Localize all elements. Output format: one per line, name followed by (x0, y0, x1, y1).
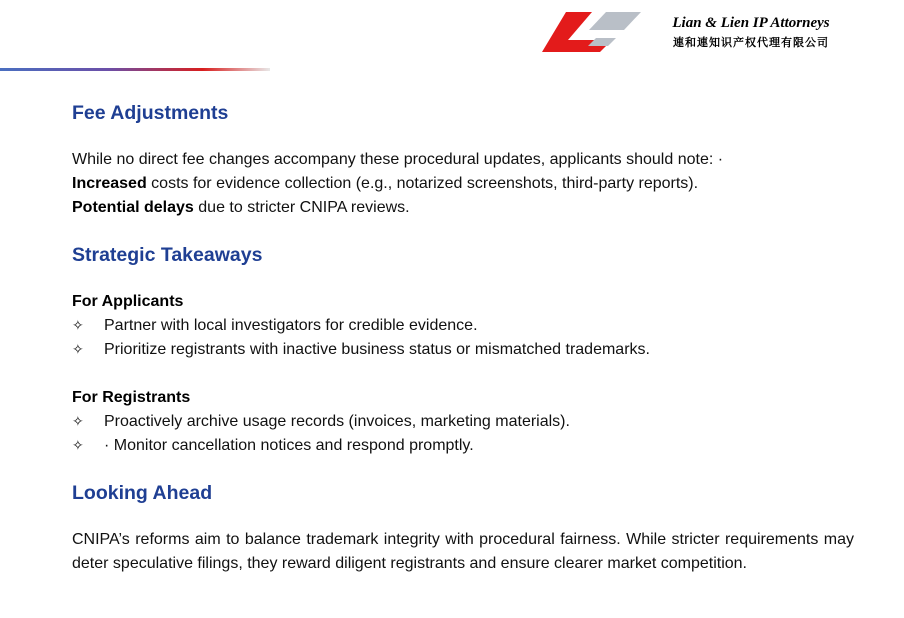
sparkle-bullet-icon: ✧ (72, 414, 84, 430)
looking-ahead-body: CNIPA’s reforms aim to balance trademark integrity with procedural fairness. While stricter requirements may deter speculative filings, they reward diligent registrants and ensure clearer market competition. (72, 531, 854, 572)
header-divider-line (0, 68, 270, 71)
company-name-english: Lian & Lien IP Attorneys (672, 15, 830, 31)
list-item-text: Partner with local investigators for credible evidence. (104, 317, 478, 334)
fee-item-delays-text: due to stricter CNIPA reviews. (193, 199, 410, 216)
company-name-chinese: 連和連知识产权代理有限公司 (673, 36, 829, 49)
company-name-block (651, 13, 851, 51)
fee-item-delays (72, 196, 854, 220)
section-title-fee-adjustments: Fee Adjustments (72, 102, 229, 124)
list-item (72, 314, 854, 338)
fee-item-delays-bold: Potential delays (72, 199, 194, 216)
list-item (72, 338, 854, 362)
list-item-text: Prioritize registrants with inactive business status or mismatched trademarks. (104, 341, 650, 358)
fee-intro-text: While no direct fee changes accompany these procedural updates, applicants should note: · (72, 151, 724, 168)
subheading-for-registrants: For Registrants (72, 389, 191, 406)
section-title-looking-ahead: Looking Ahead (72, 482, 213, 504)
list-item (72, 410, 854, 434)
company-logo-icon (540, 10, 645, 54)
fee-item-increased-bold: Increased (72, 175, 147, 192)
section-title-strategic-takeaways: Strategic Takeaways (72, 244, 263, 266)
document-body (72, 100, 854, 576)
sparkle-bullet-icon: ✧ (72, 438, 84, 454)
subheading-for-applicants: For Applicants (72, 293, 184, 310)
list-item-text: Proactively archive usage records (invoices, marketing materials). (104, 413, 570, 430)
list-item (72, 434, 854, 458)
sparkle-bullet-icon: ✧ (72, 318, 84, 334)
list-item-text: · Monitor cancellation notices and respond promptly. (104, 437, 474, 454)
fee-item-increased (72, 172, 854, 196)
fee-item-increased-text: costs for evidence collection (e.g., notarized screenshots, third-party reports). (146, 175, 699, 192)
sparkle-bullet-icon: ✧ (72, 342, 84, 358)
